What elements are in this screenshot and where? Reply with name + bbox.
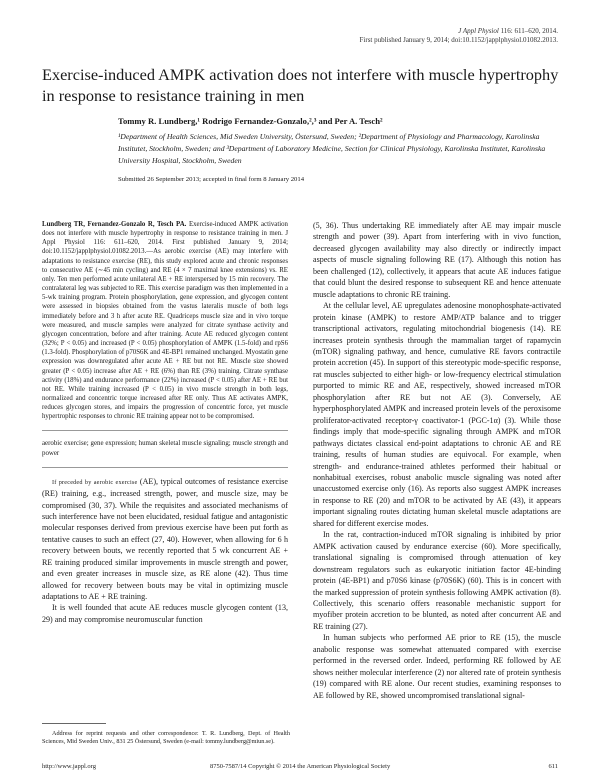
- journal-citation: [360, 27, 558, 36]
- footnote-divider: [42, 723, 106, 724]
- body-paragraph-4: In human subjects who performed AE prior to RE (15), the muscle anabolic response was somewhat attenuated compared with exercise performed in the reversed order. Indeed, performing RE followed by AE shows neither molecular interference (2) nor altered rate of protein synthesis (19) compared with RE alone. Our recent studies, examining responses to AE followed by RE, showed uncompromised translational signal-: [313, 633, 561, 700]
- left-column: [42, 220, 288, 625]
- correspondence-footnote: Address for reprint requests and other correspondence: T. R. Lundberg, Dept. of Health Sciences, Mid Sweden Univ., 831 25 Östersund, Sweden (e-mail: tommy.lundberg@miun.se).: [42, 730, 290, 746]
- body-paragraph-1: (5, 36). Thus undertaking RE immediately after AE may impair muscle strength and power (39). Apart from interfering with in vivo function, decreased glycogen availability may also directly or indirectly impact aspects of muscle signaling following RE (17). Although this notion has been challenged (12), collectively, it appears that acute AE induces fatigue that could blunt the desired response to subsequent RE and hence attenuate muscle adaptations to chronic RE training.: [313, 221, 561, 299]
- abstract-citation-authors: Lundberg TR, Fernandez-Gonzalo R, Tesch PA.: [42, 221, 187, 228]
- intro-paragraph-2: It is well founded that acute AE reduces muscle glycogen content (13, 29) and may compromise neuromuscular function: [42, 603, 288, 624]
- right-column: [313, 220, 561, 701]
- journal-name: J Appl Physiol: [458, 27, 499, 35]
- abstract-divider: [42, 430, 288, 431]
- abstract: [42, 220, 288, 421]
- body-paragraph-2: At the cellular level, AE upregulates adenosine monophosphate-activated protein kinase (AMPK) to restore AMP/ATP balance and to trigger transcriptional activators, regulating mitochondrial biogenesis (14). RE increases protein synthesis through the mammalian target of rapamycin (mTOR) signaling pathway, and hence, cumulative RE favors contractile protein accretion (45). In support of this stereotypic mode-specific response, rat muscles subjected to either high- or low-frequency electrical stimulation purported to mimic RE and AE, respectively, showed increased mTOR phosphorylation after RE but not AE (3). Conversely, AE hyperphosphorylated AMPK and increased protein levels of the peroxisome proliferator-activated receptor-γ coactivator-1 (PGC-1α) (3). While those findings imply that mode-specific signaling through AMPK and mTOR pathways dictates classical end-point adaptations to chronic AE and RE training, results of human studies are equivocal. For example, when strength- and endurance-trained athletes performed their habitual or nonhabitual exercises, robust anabolic muscle signaling was noted after unaccustomed exercise only (16). As reports also suggest AMPK increases in response to RE (20) and mTOR to be activated by AE (43), it appears important signaling routes dictating human skeletal muscle adaptations are shared for different exercise modes.: [313, 301, 561, 528]
- intro-lead-in: If preceded by aerobic exercise: [52, 478, 138, 486]
- keywords: aerobic exercise; gene expression; human skeletal muscle signaling; muscle strength and power: [42, 440, 288, 457]
- page-number: 611: [548, 763, 558, 770]
- journal-url-link[interactable]: http://www.jappl.org: [42, 763, 96, 770]
- author-list: Tommy R. Lundberg,¹ Rodrigo Fernandez-Gonzalo,²,³ and Per A. Tesch²: [118, 116, 383, 126]
- copyright-line: 8750-7587/14 Copyright © 2014 the American Physiological Society: [210, 763, 391, 770]
- intro-paragraph-1-text: (AE), typical outcomes of resistance exercise (RE) training, e.g., increased strength, power, and muscle size, may be compromised (30, 37). While the requisites and associated mechanisms of such interference have not been elucidated, residual fatigue and antagonistic molecular responses derived from previous exercise have been put forth as tentative causes to such an effect (27, 40). However, when allowing for 6 h recovery between bouts, we recently reported that 5 wk concurrent AE + RE training produced similar improvements in muscle strength and power, and even greater increases in muscle size, as RE alone (42). Thus time allowed for recovery between bouts may be vital in optimizing muscle adaptations to AE + RE training.: [42, 476, 288, 601]
- abstract-body: Exercise-induced AMPK activation does not interfere with muscle hypertrophy in response to resistance training in men. J Appl Physiol 116: 611–620, 2014. First published January 9, 2014; doi:10.1152/japplphysiol.01082.2013.—As aerobic exercise (AE) may interfere with adaptations to resistance exercise (RE), this study explored acute and chronic responses to consecutive AE (∼45 min cycling) and RE (4 × 7 maximal knee extensions) vs. RE only. Ten men performed acute unilateral AE + RE interspersed by 15 min recovery. The contralateral leg was subjected to RE. This exercise paradigm was then implemented in a 5-wk training program. Protein phosphorylation, gene expression, and glycogen content were assessed in biopsies obtained from the vastus lateralis muscle of both legs immediately before and 3 h after acute RE. Quadriceps muscle size and in vivo torque were measured, and muscle samples were analyzed for citrate synthase activity and glycogen concentration, before and after training. Acute AE reduced glycogen content (32%; P < 0.05) and increased (P < 0.05) phosphorylation of AMPK (1.5-fold) and rpS6 (1.3-fold). Phosphorylation of p70S6K and 4E-BP1 remained unchanged. Myostatin gene expression was downregulated after acute AE + RE but not RE. Muscle size showed greater (P < 0.05) increase after AE + RE (6%) than RE (3%) training. Citrate synthase activity (18%) and endurance performance (22%) increased (P < 0.05) after AE + RE but not RE. While training increased (P < 0.05) in vivo muscle strength in both legs, normalized and concentric torque increased after RE only. Thus AE activates AMPK, reduces glycogen stores, and impairs the progression of concentric force, yet muscle hypertrophic responses to chronic RE training appear not to be compromised.: [42, 221, 288, 421]
- running-header: [360, 27, 558, 45]
- keywords-divider: [42, 467, 288, 468]
- article-title: Exercise-induced AMPK activation does not interfere with muscle hypertrophy in response to resistance training in men: [42, 65, 559, 105]
- affiliations: ¹Department of Health Sciences, Mid Sweden University, Östersund, Sweden; ²Department of Physiology and Pharmacology, Karolinska Institutet, Stockholm, Sweden; and ³Department of Laboratory Medicine, Section for Clinical Physiology, Karolinska Institutet, Karolinska University Hospital, Stockholm, Sweden: [118, 132, 546, 166]
- volume-pages: 116: 611–620, 2014.: [498, 27, 558, 35]
- first-published-line: First published January 9, 2014; doi:10.1152/japplphysiol.01082.2013.: [359, 36, 558, 44]
- intro-paragraph-1: [42, 476, 288, 602]
- body-paragraph-3: In the rat, contraction-induced mTOR signaling is inhibited by prior AMPK activation caused by endurance exercise (60). More specifically, translational signaling is compromised through attenuation of key downstream regulators such as eukaryotic initiation factor 4E-binding protein (4E-BP1) and p70S6 kinase (p70S6K) (60). This is in concert with the marked suppression of protein synthesis following AMPK activation (8). Collectively, this scenario offers reasonable mechanistic support for myofiber protein accretion to be blunted, as noted after concurrent AE and RE training (27).: [313, 530, 561, 631]
- submission-dates: Submitted 26 September 2013; accepted in final form 8 January 2014: [118, 176, 305, 183]
